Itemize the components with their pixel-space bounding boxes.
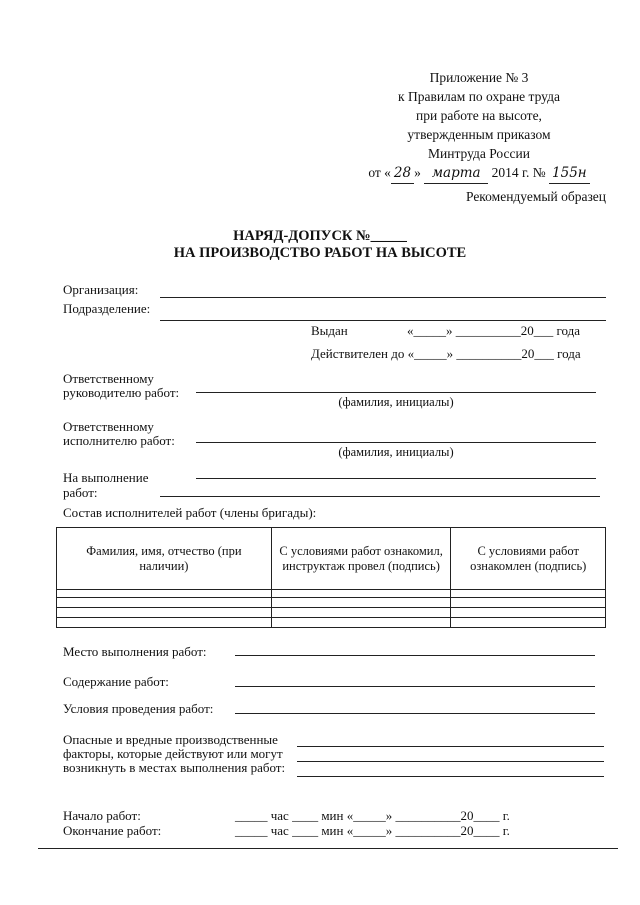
supervisor-label-2: руководителю работ:	[63, 385, 180, 400]
page-bottom-rule	[38, 848, 618, 849]
start-label: Начало работ:	[63, 808, 141, 823]
date-day-handwritten: 28	[391, 164, 414, 184]
hazards-line-3	[297, 776, 604, 777]
conditions-label: Условия проведения работ:	[63, 701, 214, 716]
supervisor-line	[196, 392, 596, 393]
content-label: Содержание работ:	[63, 674, 169, 689]
content-line	[235, 686, 595, 687]
organization-label: Организация:	[63, 282, 139, 297]
work-line-1	[196, 478, 596, 479]
document-subtitle: НА ПРОИЗВОДСТВО РАБОТ НА ВЫСОТЕ	[173, 245, 467, 261]
table-row	[57, 608, 606, 618]
hazards-label-3: возникнуть в местах выполнения работ:	[63, 760, 286, 775]
header-line: Приложение № 3	[429, 70, 529, 85]
executor-line	[196, 442, 596, 443]
table-row	[57, 598, 606, 608]
supervisor-name-caption: (фамилия, инициалы)	[338, 395, 454, 409]
header-line: Минтруда России	[428, 146, 530, 161]
hazards-label: Опасные и вредные производственные	[63, 732, 278, 747]
conditions-line	[235, 713, 595, 714]
place-line	[235, 655, 595, 656]
document-title: НАРЯД-ДОПУСК №_____	[233, 228, 407, 244]
organization-line	[160, 297, 606, 298]
end-fill: _____ час ____ мин «_____» __________20____ г.	[235, 823, 510, 838]
valid-until: Действителен до «_____» __________20___ года	[311, 346, 581, 361]
order-number-handwritten: 155н	[549, 164, 590, 184]
executor-label: Ответственному	[63, 419, 154, 434]
crew-label: Состав исполнителей работ (члены бригады):	[63, 505, 317, 520]
hazards-line-1	[297, 746, 604, 747]
crew-table	[56, 527, 606, 628]
table-row	[57, 590, 606, 598]
division-line	[160, 320, 606, 321]
hazards-label-2: факторы, которые действуют или могут	[63, 746, 283, 761]
header-date: от « 28 » марта 2014 г. № 155н	[364, 163, 594, 184]
executor-label-2: исполнителю работ:	[63, 433, 175, 448]
work-label-2: работ:	[63, 485, 98, 500]
place-label: Место выполнения работ:	[63, 644, 207, 659]
work-line-2	[160, 496, 600, 497]
table-row	[57, 618, 606, 628]
issued-date: «_____» __________20___ года	[407, 323, 581, 338]
sample-label: Рекомендуемый образец	[465, 189, 606, 204]
work-label: На выполнение	[63, 470, 149, 485]
header-line: утвержденным приказом	[407, 127, 551, 142]
table-header-name: Фамилия, имя, отчество (при наличии)	[57, 528, 272, 590]
supervisor-label: Ответственному	[63, 371, 154, 386]
executor-name-caption: (фамилия, инициалы)	[338, 445, 454, 459]
end-label: Окончание работ:	[63, 823, 162, 838]
hazards-line-2	[297, 761, 604, 762]
start-fill: _____ час ____ мин «_____» __________20____ г.	[235, 808, 510, 823]
division-label: Подразделение:	[63, 301, 151, 316]
appendix-header	[364, 68, 594, 184]
table-header-acknowledged: С условиями работ ознакомлен (подпись)	[451, 528, 606, 590]
header-line: к Правилам по охране труда	[398, 89, 560, 104]
header-line: при работе на высоте,	[416, 108, 542, 123]
issued-label: Выдан	[311, 323, 348, 338]
table-header-instructed: С условиями работ ознакомил, инструктаж провел (подпись)	[271, 528, 451, 590]
date-month-handwritten: марта	[424, 164, 488, 184]
